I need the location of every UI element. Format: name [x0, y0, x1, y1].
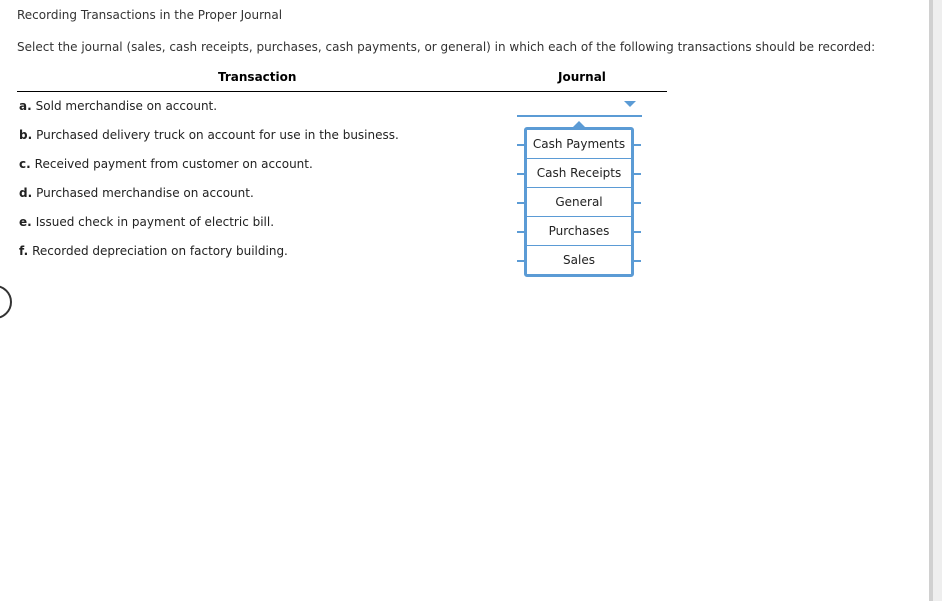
row-text: Recorded depreciation on factory building.	[32, 244, 288, 258]
option-label: Cash Receipts	[536, 166, 622, 180]
journal-dropdown-menu	[524, 127, 634, 277]
option-sales[interactable]	[527, 245, 631, 274]
option-label: Purchases	[548, 224, 610, 238]
transaction-row-c	[19, 156, 399, 185]
option-cash-payments[interactable]	[527, 130, 631, 158]
page-title: Recording Transactions in the Proper Journal	[17, 8, 283, 22]
stub-line	[634, 144, 641, 146]
row-text: Sold merchandise on account.	[35, 99, 218, 113]
transaction-list	[19, 98, 399, 272]
stub-line	[634, 173, 641, 175]
stub-line	[517, 231, 524, 233]
stub-line	[517, 260, 524, 262]
row-letter: c.	[19, 157, 31, 171]
journal-column-header: Journal	[558, 70, 606, 84]
transaction-row-f	[19, 243, 399, 272]
option-purchases[interactable]	[527, 216, 631, 245]
row-text: Received payment from customer on account.	[34, 157, 313, 171]
stub-line	[517, 202, 524, 204]
row-text: Purchased merchandise on account.	[36, 186, 254, 200]
option-cash-receipts[interactable]	[527, 158, 631, 187]
transaction-column-header: Transaction	[218, 70, 297, 84]
row-letter: e.	[19, 215, 32, 229]
row-letter: a.	[19, 99, 32, 113]
instructions-text: Select the journal (sales, cash receipts, purchases, cash payments, or general) in which each of the following transactions should be recorded:	[17, 40, 876, 54]
stub-line	[634, 260, 641, 262]
stub-line	[517, 144, 524, 146]
row-text: Issued check in payment of electric bill.	[35, 215, 275, 229]
row-text: Purchased delivery truck on account for use in the business.	[36, 128, 399, 142]
option-label: Cash Payments	[532, 137, 626, 151]
transaction-row-b	[19, 127, 399, 156]
row-letter: d.	[19, 186, 33, 200]
transaction-row-a	[19, 98, 399, 127]
option-label: General	[555, 195, 603, 209]
option-label: Sales	[563, 253, 595, 267]
stub-line	[634, 231, 641, 233]
row-letter: f.	[19, 244, 29, 258]
table-header	[17, 70, 667, 92]
row-letter: b.	[19, 128, 33, 142]
stub-line	[517, 173, 524, 175]
option-general[interactable]	[527, 187, 631, 216]
transaction-row-d	[19, 185, 399, 214]
stub-line	[634, 202, 641, 204]
partial-circle-icon	[0, 285, 12, 319]
dropdown-arrow-icon[interactable]	[624, 101, 636, 107]
vertical-scrollbar[interactable]	[929, 0, 942, 601]
transaction-row-e	[19, 214, 399, 243]
journal-select-a[interactable]	[517, 98, 642, 117]
